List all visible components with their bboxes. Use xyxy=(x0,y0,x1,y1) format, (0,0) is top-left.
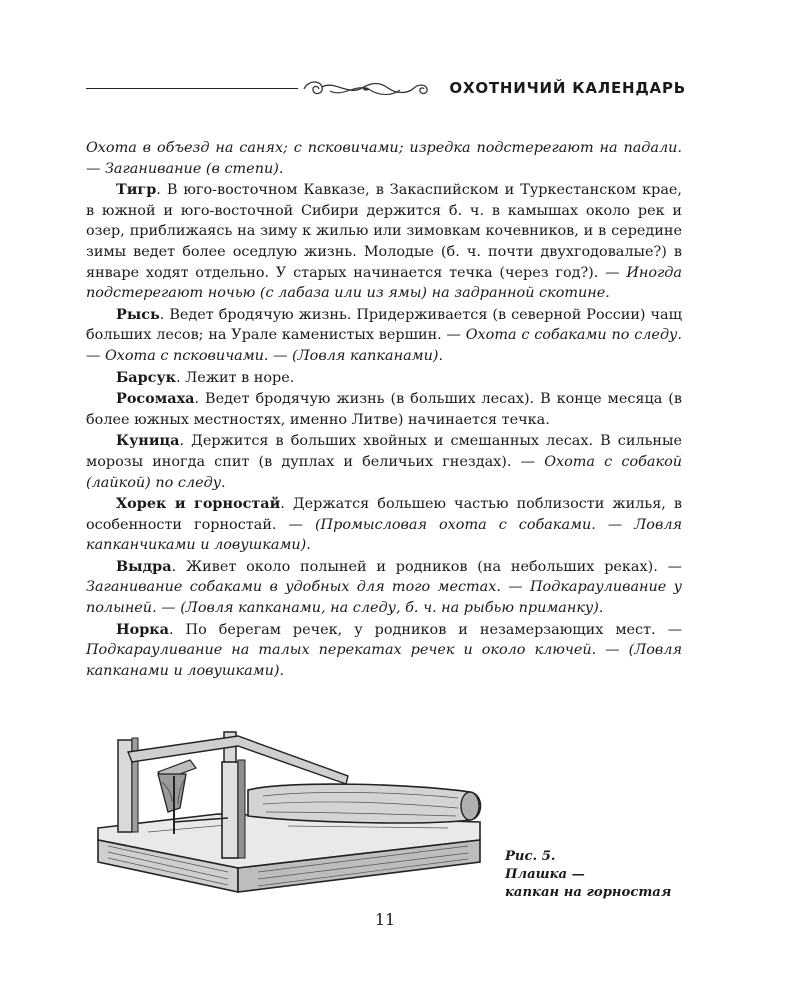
entry-name: Барсук xyxy=(116,368,177,386)
header-title: ОХОТНИЧИЙ КАЛЕНДАРЬ xyxy=(449,79,686,97)
header-rule xyxy=(86,88,298,89)
entry-name: Росомаха xyxy=(116,390,195,408)
entry-hunting: Заганивание собаками в удобных для того местах. — Подкарауливание у полыней. — (Ловля капканами, на следу, б. ч. на рыбью приманку). xyxy=(86,579,682,617)
figure-caption xyxy=(505,848,685,902)
intro-paragraph xyxy=(86,138,682,179)
entry-hunting: Охота с собакой (лайкой) по следу. xyxy=(86,453,683,491)
entry-name: Выдра xyxy=(116,557,172,575)
figure-label: Рис. 5. xyxy=(505,849,556,864)
entry-text: . Держатся большею частью поблизости жилья, в особенности горностай. — xyxy=(86,496,682,533)
running-header xyxy=(86,78,686,106)
entry-paragraph-otter xyxy=(86,557,682,619)
entry-paragraph-ferret-stoat xyxy=(86,494,682,556)
deadfall-trap-illustration xyxy=(88,722,490,904)
entry-text: . В юго-восточном Кавказе, в Закаспийском и Туркестанском крае, в южной и юго-восточной Сибири держится б. ч. в камышах около рек и озер, приближаясь на зиму к жилью или зимовкам кочевников, и в середине зимы ведет более оседлую жизнь. Молодые (б. ч. почти двухгодовалые?) в январе ходят отдельно. У старых начинается течка (через год?). — xyxy=(86,182,682,281)
entry-hunting: Подкарауливание на талых перекатах речек и около ключей. — (Ловля капканами и ловушками). xyxy=(86,642,682,679)
entry-text: . По берегам речек, у родников и незамерзающих мест. — xyxy=(168,621,682,638)
entry-paragraph-badger xyxy=(86,368,682,389)
entry-name: Норка xyxy=(116,620,169,638)
entry-paragraph-wolverine xyxy=(86,389,682,430)
entry-paragraph-tiger xyxy=(86,180,682,304)
entry-name: Куница xyxy=(116,432,180,450)
entry-text: . Держится в больших хвойных и смешанных лесах. В сильные морозы иногда спит (в дуплах и беличьих гнездах). — xyxy=(86,433,682,470)
intro-text: Охота в объезд на санях; с псковичами; изредка подстерегают на падали. — Заганивание (в степи). xyxy=(86,140,682,177)
body-text xyxy=(86,138,682,682)
entry-name: Тигр xyxy=(116,181,157,199)
entry-text: . Ведет бродячую жизнь. Придерживается (в северной России) чащ больших лесов; на Урале каменистых вершин. — xyxy=(86,306,682,344)
entry-hunting: Иногда подстерегают ночью (с лабаза или из ямы) на задранной скотине. xyxy=(86,264,682,302)
entry-paragraph-lynx xyxy=(86,305,682,367)
page-number: 11 xyxy=(374,910,396,929)
flourish-ornament-icon xyxy=(300,76,432,102)
entry-text: . Ведет бродячую жизнь (в больших лесах). В конце месяца (в более южных местностях, именно Литве) начинается течка. xyxy=(86,391,682,428)
entry-name: Рысь xyxy=(116,305,160,323)
entry-text: . Живет около полыней и родников (на небольших реках). — xyxy=(171,558,682,575)
entry-hunting: (Промысловая охота с собаками. — Ловля капканчиками и ловушками). xyxy=(86,516,683,554)
entry-hunting: Охота с собаками по следу. — Охота с псковичами. — (Ловля капканами). xyxy=(86,327,682,364)
figure-title: Плашка — xyxy=(505,867,585,882)
entry-paragraph-mink xyxy=(86,620,682,682)
entry-name: Хорек и горностай xyxy=(116,495,281,513)
entry-paragraph-marten xyxy=(86,431,682,493)
figure-subtitle: капкан на горностая xyxy=(505,885,672,900)
entry-text: . Лежит в норе. xyxy=(176,369,295,386)
